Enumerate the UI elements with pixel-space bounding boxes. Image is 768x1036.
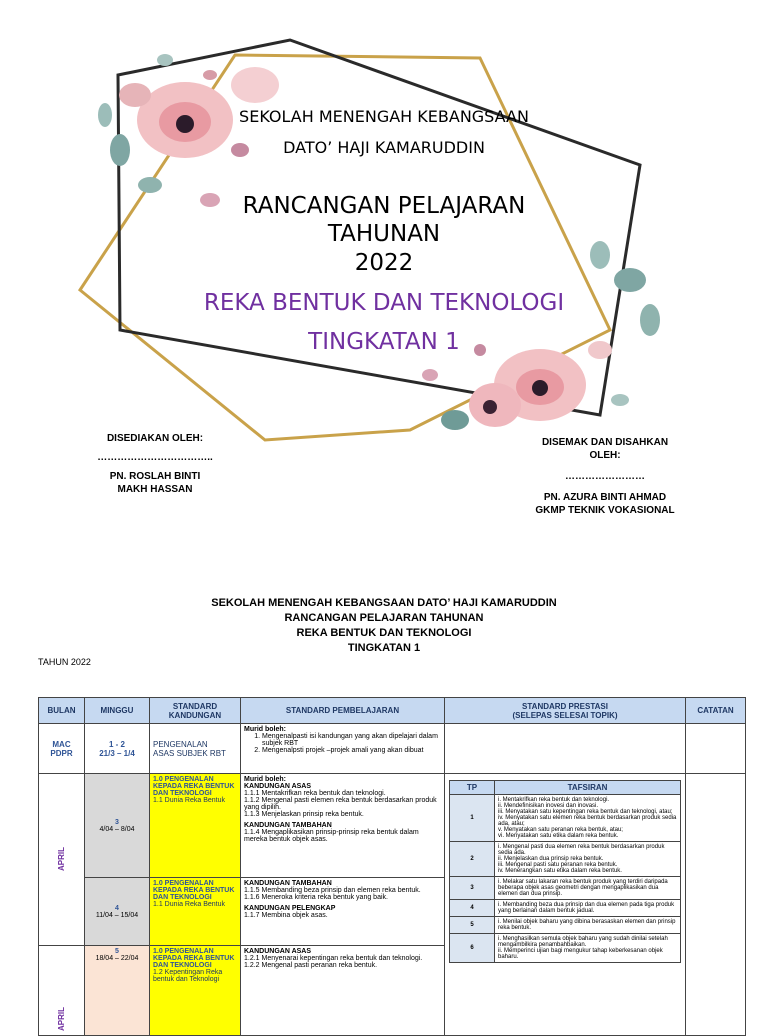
row4-minggu — [85, 946, 150, 1036]
row1-catatan — [686, 724, 746, 774]
header-standard-kandungan — [150, 698, 241, 724]
row2-sp-k1: KANDUNGAN ASAS — [244, 783, 312, 790]
tafsiran-header-row — [450, 781, 681, 795]
prepared-dots: …………………………….. — [97, 452, 213, 463]
checked-label-1: DISEMAK DAN DISAHKAN — [541, 437, 669, 448]
header-catatan: CATATAN — [686, 698, 746, 724]
row3-sk-sub: 1.1 Dunia Reka Bentuk — [153, 901, 225, 908]
tp-line: iii. Menyatakan satu kepentingan reka bentuk dan teknologi, atau; — [498, 809, 673, 815]
row2-sk-title: 1.0 PENGENALAN KEPADA REKA BENTUK DAN TEKNOLOGI — [153, 776, 235, 797]
row3-minggu — [85, 878, 150, 946]
row1-sp-list — [244, 733, 441, 754]
row4-sk-sub: 1.2 Kepentingan Reka bentuk dan Teknologi — [153, 969, 223, 983]
tafsiran-table — [449, 780, 681, 963]
row1-spr — [445, 724, 686, 774]
doc-heading-1: SEKOLAH MENENGAH KEBANGSAAN DATO’ HAJI KAMARUDDIN — [211, 597, 557, 609]
row2-sk — [150, 774, 241, 878]
tafsiran-header: TAFSIRAN — [495, 781, 681, 795]
row4-sk-title: 1.0 PENGENALAN KEPADA REKA BENTUK DAN TEKNOLOGI — [153, 948, 235, 969]
row2-sp-l3: 1.1.3 Menjelaskan prinsip reka bentuk. — [244, 811, 364, 818]
title-line2: TAHUNAN — [327, 221, 441, 247]
row2-sp-l2: 1.1.2 Mengenal pasti elemen reka bentuk berdasarkan produk yang dipilih. — [244, 797, 437, 811]
table-row — [450, 900, 681, 917]
header-minggu: MINGGU — [85, 698, 150, 724]
row1-bulan-1: MAC — [52, 739, 71, 749]
prepared-by-block — [85, 432, 225, 496]
row4-sp-l2: 1.2.2 Mengenal pasti peranan reka bentuk. — [244, 962, 378, 969]
form-title: TINGKATAN 1 — [308, 329, 460, 355]
tp-number: 1 — [450, 795, 495, 842]
row1-sk-2: ASAS SUBJEK RBT — [153, 748, 226, 758]
year-label: TAHUN 2022 — [38, 657, 91, 667]
doc-heading-2: RANCANGAN PELAJARAN TAHUNAN — [284, 612, 484, 624]
row1-bulan-2: PDPR — [50, 748, 73, 758]
checked-name-2: GKMP TEKNIK VOKASIONAL — [535, 505, 675, 516]
tp-description — [495, 900, 681, 917]
catatan-cell — [686, 774, 746, 1036]
tp-line: vi. Menyatakan satu etika dalam reka bentuk. — [498, 833, 619, 839]
row4-sp-l1: 1.2.1 Menyenarai kepentingan reka bentuk dan teknologi. — [244, 955, 423, 962]
tp-line: i. Menghasilkan semula objek baharu yang sudah dinilai setelah mengambilkira penambahbaikan. — [498, 936, 668, 948]
flowers-top-left — [98, 54, 279, 207]
tp-line: v. Menyatakan satu peranan reka bentuk, atau; — [498, 827, 623, 833]
row1-sk — [150, 724, 241, 774]
tp-number: 4 — [450, 900, 495, 917]
doc-heading-3: REKA BENTUK DAN TEKNOLOGI — [296, 627, 472, 639]
checked-name-1: PN. AZURA BINTI AHMAD — [543, 492, 667, 503]
tp-description — [495, 934, 681, 963]
list-item: 2. Mengenalpsti projek –projek amali yang akan dibuat — [262, 747, 441, 754]
tp-number: 6 — [450, 934, 495, 963]
tp-line: iii. Mengenal pasti satu peranan reka bentuk. — [498, 862, 618, 868]
row2-minggu-2: 4/04 – 8/04 — [99, 825, 135, 833]
table-row — [39, 774, 746, 878]
tp-description — [495, 842, 681, 877]
prepared-name-2: MAKH HASSAN — [117, 484, 193, 495]
doc-heading-4: TINGKATAN 1 — [347, 642, 421, 654]
row3-sp-k1: KANDUNGAN TAMBAHAN — [244, 880, 332, 887]
title-year: 2022 — [354, 250, 414, 272]
april-cell-2 — [39, 946, 85, 1036]
list-item: 1. Mengenalpasti isi kandungan yang akan dipelajari dalam subjek RBT — [262, 733, 441, 747]
tp-number: 3 — [450, 877, 495, 900]
row2-sp-head: Murid boleh: — [244, 776, 286, 783]
row3-minggu-1: 4 — [115, 904, 119, 912]
tp-description — [495, 795, 681, 842]
prepared-label: DISEDIAKAN OLEH: — [106, 433, 204, 444]
tp-line: i. Mengenal pasti dua elemen reka bentuk berdasarkan produk sedia ada. — [498, 844, 665, 856]
header-bulan: BULAN — [39, 698, 85, 724]
lesson-plan-table — [38, 697, 746, 1036]
tp-line: i. Melakar satu lakaran reka bentuk produk yang terdiri daripada beberapa objek asas geometri dengan mengaplikasikan dua elemen dan dua prinsip. — [498, 879, 668, 897]
month-april: APRIL — [57, 1007, 66, 1031]
row2-sp-l4: 1.1.4 Mengaplikasikan prinsip-prinsip reka bentuk dalam mereka bentuk objek asas. — [244, 829, 419, 843]
row1-sk-1: PENGENALAN — [153, 739, 208, 749]
tp-line: i. Menilai objek baharu yang dibina berasaskan elemen dan prinsip reka bentuk. — [498, 919, 676, 931]
month-april: APRIL — [57, 846, 66, 871]
tp-line: ii. Menjelaskan dua prinsip reka bentuk. — [498, 856, 604, 862]
row4-sp-k1: KANDUNGAN ASAS — [244, 948, 312, 955]
row3-sp-k2: KANDUNGAN PELENGKAP — [244, 905, 336, 912]
checked-dots: …………………… — [565, 471, 645, 482]
header-sk-2: KANDUNGAN — [168, 710, 222, 720]
header-standard-pembelajaran: STANDARD PEMBELAJARAN — [241, 698, 445, 724]
school-name-line1: SEKOLAH MENENGAH KEBANGSAAN — [239, 107, 529, 126]
row3-sp-l1: 1.1.5 Membanding beza prinsip dan elemen reka bentuk. — [244, 887, 421, 894]
row2-sp-k2: KANDUNGAN TAMBAHAN — [244, 822, 332, 829]
row4-minggu-1: 5 — [115, 948, 119, 955]
tp-number: 5 — [450, 917, 495, 934]
table-row — [450, 877, 681, 900]
row1-sp — [241, 724, 445, 774]
table-row — [39, 724, 746, 774]
tp-line: iv. Menyatakan satu elemen reka bentuk berdasarkan produk sedia ada, atau; — [498, 815, 677, 827]
row2-sk-sub: 1.1 Dunia Reka Bentuk — [153, 797, 225, 804]
tp-number: 2 — [450, 842, 495, 877]
tp-line: iv. Menerangkan satu etika dalam reka bentuk. — [498, 868, 622, 874]
tp-line: i. Membanding beza dua prinsip dan dua elemen pada tiga produk yang berlainan dalam bentuk jadual. — [498, 902, 675, 914]
table-row — [450, 917, 681, 934]
row1-bulan — [39, 724, 85, 774]
prestasi-cell — [445, 774, 686, 1036]
school-name-line2: DATO’ HAJI KAMARUDDIN — [283, 138, 485, 157]
table-header-row — [39, 698, 746, 724]
tp-line: ii. Mendefinisikan inovesi dan inovasi. — [498, 803, 599, 809]
checked-by-block — [525, 436, 685, 517]
tp-line: ii. Memperinci ujian bagi mengukur tahap keberkesanan objek baharu. — [498, 948, 663, 960]
row3-sk — [150, 878, 241, 946]
tp-line: i. Mentakrifkan reka bentuk dan teknologi. — [498, 797, 610, 803]
row1-sp-head: Murid boleh: — [244, 726, 286, 733]
row1-minggu — [85, 724, 150, 774]
header-sk-1: STANDARD — [172, 701, 218, 711]
row3-sp — [241, 878, 445, 946]
row3-sk-title: 1.0 PENGENALAN KEPADA REKA BENTUK DAN TEKNOLOGI — [153, 880, 235, 901]
row3-sp-l3: 1.1.7 Membina objek asas. — [244, 912, 328, 919]
row4-minggu-2: 18/04 – 22/04 — [95, 955, 139, 962]
tp-header: TP — [450, 781, 495, 795]
row4-sk — [150, 946, 241, 1036]
subject-title: REKA BENTUK DAN TEKNOLOGI — [203, 290, 565, 316]
header-spr-1: STANDARD PRESTASI — [522, 701, 608, 711]
row1-minggu-1: 1 - 2 — [108, 739, 125, 749]
row3-sp-l2: 1.1.6 Meneroka kriteria reka bentuk yang baik. — [244, 894, 388, 901]
row2-minggu — [85, 774, 150, 878]
tp-description — [495, 877, 681, 900]
table-row — [450, 934, 681, 963]
tp-description — [495, 917, 681, 934]
header-spr-2: (SELEPAS SELESAI TOPIK) — [512, 710, 618, 720]
row4-sp — [241, 946, 445, 1036]
header-standard-prestasi — [445, 698, 686, 724]
table-row — [450, 842, 681, 877]
april-cell — [39, 774, 85, 946]
prepared-name-1: PN. ROSLAH BINTI — [109, 471, 201, 482]
row2-sp — [241, 774, 445, 878]
row3-minggu-2: 11/04 – 15/04 — [95, 911, 139, 919]
row1-minggu-2: 21/3 – 1/4 — [99, 748, 135, 758]
row2-sp-l1: 1.1.1 Mentakrifkan reka bentuk dan teknologi. — [244, 790, 386, 797]
row2-minggu-1: 3 — [115, 818, 119, 826]
table-row — [450, 795, 681, 842]
title-line1: RANCANGAN PELAJARAN — [242, 193, 526, 219]
checked-label-2: OLEH: — [589, 450, 621, 461]
